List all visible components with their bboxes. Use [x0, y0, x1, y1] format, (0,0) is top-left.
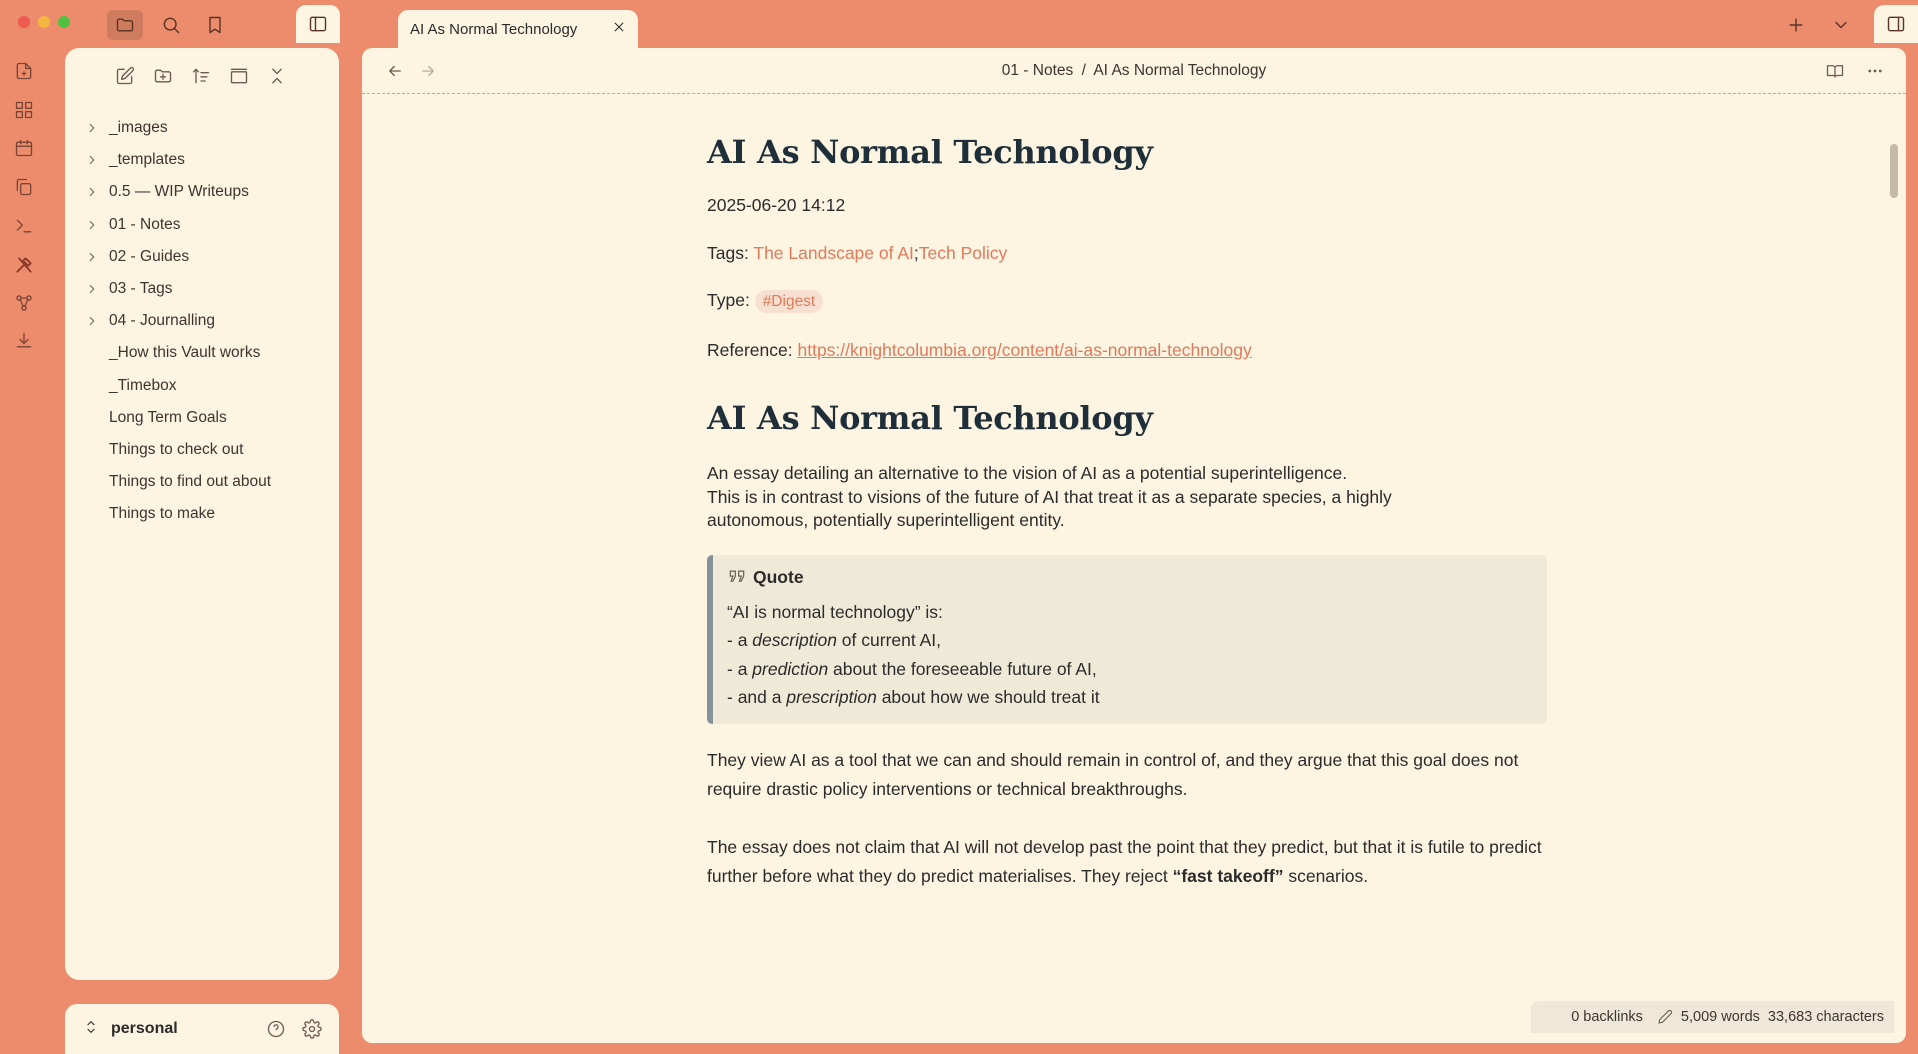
chevron-right-icon[interactable]: [85, 218, 109, 232]
search-icon: [161, 15, 181, 35]
close-window-button[interactable]: [18, 16, 30, 28]
date-line: 2025-06-20 14:12: [707, 195, 846, 215]
folder-item[interactable]: [65, 241, 339, 273]
document: [707, 128, 1547, 891]
chevron-right-icon[interactable]: [85, 121, 109, 135]
tree-item-label: _images: [109, 119, 168, 137]
reading-view-button[interactable]: [1824, 60, 1846, 82]
tag-link-landscape-of-ai[interactable]: The Landscape of AI: [753, 242, 914, 263]
quote-line: [727, 626, 1533, 655]
file-tree: [65, 104, 339, 530]
terminal-icon: [14, 216, 34, 236]
chevron-right-icon[interactable]: [85, 153, 109, 167]
ribbon-daily-note-button[interactable]: [12, 136, 36, 160]
canvas-icon: [14, 100, 34, 120]
intro-line-1: An essay detailing an alternative to the vision of AI as a potential superintelligence.: [707, 463, 1348, 483]
folder-item[interactable]: [65, 273, 339, 305]
folder-item[interactable]: [65, 112, 339, 144]
tags-line: [707, 239, 1547, 268]
plus-icon: [1786, 15, 1806, 35]
breadcrumb: [362, 62, 1906, 80]
folder-icon: [115, 15, 135, 35]
callout-header: [727, 567, 1533, 588]
view-header: [362, 48, 1906, 94]
file-item[interactable]: [65, 466, 339, 498]
calendar-icon: [14, 138, 34, 158]
chevron-right-icon[interactable]: [85, 282, 109, 296]
help-icon: [266, 1019, 286, 1039]
quote-text: - and a: [727, 687, 787, 707]
tag-link-tech-policy[interactable]: Tech Policy: [918, 242, 1008, 263]
paragraph-control: They view AI as a tool that we can and should remain in control of, and they argue that this goal does not require drastic policy interventions or technical breakthroughs.: [707, 749, 1519, 799]
tree-item-label: 0.5 — WIP Writeups: [109, 183, 249, 201]
tree-item-label: 03 - Tags: [109, 280, 173, 298]
scrollbar-thumb[interactable]: [1890, 144, 1898, 198]
paragraph-text: scenarios.: [1283, 865, 1369, 886]
word-count: 5,009 words: [1680, 1009, 1760, 1025]
collapse-all-button[interactable]: [265, 64, 289, 88]
tag-separator: ;: [913, 242, 919, 263]
editor-pane: [362, 48, 1906, 1043]
reveal-icon: [229, 66, 249, 86]
breadcrumb-folder[interactable]: 01 - Notes: [1001, 61, 1074, 79]
callout-body: [727, 598, 1533, 712]
book-open-icon: [1826, 62, 1844, 80]
inline-title[interactable]: AI As Normal Technology: [707, 133, 1153, 171]
settings-button[interactable]: [301, 1018, 323, 1040]
auto-reveal-button[interactable]: [227, 64, 251, 88]
vault-switcher: [65, 1004, 339, 1054]
tags-label: Tags:: [707, 242, 749, 263]
file-item[interactable]: [65, 434, 339, 466]
chevron-right-icon[interactable]: [85, 250, 109, 264]
new-tab-button[interactable]: [1778, 10, 1814, 40]
tree-item-label: 02 - Guides: [109, 247, 190, 265]
folder-item[interactable]: [65, 144, 339, 176]
ribbon-new-note-button[interactable]: [12, 59, 36, 83]
collapse-icon: [267, 66, 287, 86]
ribbon-import-button[interactable]: [12, 329, 36, 353]
vault-switch-button[interactable]: [83, 1019, 99, 1040]
ribbon-canvas-button[interactable]: [12, 98, 36, 122]
new-note-icon: [14, 61, 34, 81]
ribbon-command-palette-button[interactable]: [12, 214, 36, 238]
intro-paragraph: [707, 462, 1547, 533]
quote-line: “AI is normal technology” is:: [727, 601, 943, 622]
sort-icon: [191, 66, 211, 86]
ribbon-templates-button[interactable]: [12, 175, 36, 199]
copy-icon: [14, 177, 34, 197]
edit-icon: [115, 66, 135, 86]
window-controls: [18, 16, 70, 28]
new-folder-button[interactable]: [151, 64, 175, 88]
chevron-right-icon[interactable]: [85, 314, 109, 328]
breadcrumb-separator: /: [1081, 61, 1086, 79]
more-options-button[interactable]: [1864, 60, 1886, 82]
type-tag-digest[interactable]: #Digest: [755, 290, 824, 313]
tab-title: AI As Normal Technology: [410, 20, 578, 38]
folder-item[interactable]: [65, 305, 339, 337]
callout-title: Quote: [753, 566, 804, 587]
bookmark-icon: [205, 15, 225, 35]
breadcrumb-file[interactable]: AI As Normal Technology: [1093, 61, 1267, 79]
toggle-left-sidebar-button[interactable]: [296, 5, 340, 43]
sidebar-right-icon: [1886, 14, 1906, 34]
type-line: [707, 286, 1547, 317]
tools-icon: [14, 255, 34, 275]
quote-line: [727, 655, 1533, 684]
file-explorer-button[interactable]: [107, 10, 143, 40]
paragraph-bold: “fast takeoff”: [1172, 865, 1284, 886]
chevrons-up-down-icon: [83, 1019, 99, 1035]
toggle-right-sidebar-button[interactable]: [1874, 5, 1918, 43]
reference-link[interactable]: https://knightcolumbia.org/content/ai-as-normal-technology: [797, 339, 1252, 360]
character-count: 33,683 characters: [1767, 1009, 1884, 1025]
tree-item-label: Long Term Goals: [109, 408, 227, 426]
bookmarks-button[interactable]: [197, 10, 233, 40]
pencil-icon[interactable]: [1657, 1009, 1673, 1025]
new-note-button[interactable]: [113, 64, 137, 88]
tree-item-label: _templates: [109, 151, 185, 169]
file-item[interactable]: [65, 498, 339, 530]
quote-emphasis: prescription: [786, 687, 877, 707]
zoom-window-button[interactable]: [58, 16, 70, 28]
file-item[interactable]: [65, 370, 339, 402]
quote-emphasis: description: [752, 630, 837, 650]
import-icon: [14, 331, 34, 351]
paragraph-takeoff: [707, 833, 1547, 891]
tree-item-label: Things to make: [109, 505, 215, 523]
intro-line-2: This is in contrast to visions of the future of AI that treat it as a separate species, a highly autonomous, potentially superintelligent entity.: [707, 486, 1392, 530]
quote-text: - a: [727, 658, 753, 679]
folder-plus-icon: [153, 66, 173, 86]
ribbon-graph-button[interactable]: [12, 291, 36, 315]
sort-button[interactable]: [189, 64, 213, 88]
tree-item-label: 01 - Notes: [109, 215, 181, 233]
file-item[interactable]: [65, 402, 339, 434]
minimize-window-button[interactable]: [38, 16, 50, 28]
chevron-right-icon[interactable]: [85, 185, 109, 199]
tab-close-button[interactable]: [612, 20, 626, 38]
gear-icon: [302, 1019, 322, 1039]
folder-item[interactable]: [65, 209, 339, 241]
quote-icon: [727, 567, 747, 587]
folder-item[interactable]: [65, 176, 339, 208]
quote-callout: [707, 555, 1547, 724]
file-explorer: [65, 48, 339, 980]
quote-text: about how we should treat it: [876, 687, 1100, 707]
tree-item-label: Things to check out: [109, 440, 244, 458]
ribbon-tools-button[interactable]: [12, 253, 36, 277]
type-label: Type:: [707, 290, 750, 310]
quote-text: of current AI,: [836, 630, 942, 650]
quote-text: - a: [727, 630, 753, 650]
quote-line: [727, 683, 1533, 712]
chevron-down-icon: [1831, 15, 1851, 35]
search-button[interactable]: [153, 10, 189, 40]
graph-icon: [14, 293, 34, 313]
tab-ai-as-normal-technology[interactable]: [398, 10, 638, 48]
vault-name[interactable]: personal: [111, 1020, 178, 1037]
tree-item-label: _Timebox: [109, 376, 177, 394]
file-item[interactable]: [65, 337, 339, 369]
reference-label: Reference:: [707, 339, 793, 360]
backlinks-count[interactable]: 0 backlinks: [1571, 1009, 1643, 1025]
file-explorer-toolbar: [65, 48, 339, 104]
tree-item-label: Things to find out about: [109, 473, 272, 491]
tree-item-label: 04 - Journalling: [109, 312, 215, 330]
quote-emphasis: prediction: [752, 658, 829, 679]
status-bar: [1531, 1001, 1894, 1033]
close-icon: [612, 20, 626, 34]
section-heading: AI As Normal Technology: [707, 399, 1153, 437]
tab-list-button[interactable]: [1823, 10, 1859, 40]
quote-text: about the foreseeable future of AI,: [828, 658, 1097, 679]
sidebar-left-icon: [308, 14, 328, 34]
reference-line: [707, 336, 1547, 365]
tree-item-label: _How this Vault works: [109, 344, 261, 362]
more-horizontal-icon: [1866, 62, 1884, 80]
help-button[interactable]: [265, 1018, 287, 1040]
paragraph-text: The essay does not claim that AI will not develop past the point that they predict, but that it is futile to predict further before what they do predict materialises. They reject: [707, 836, 1542, 886]
